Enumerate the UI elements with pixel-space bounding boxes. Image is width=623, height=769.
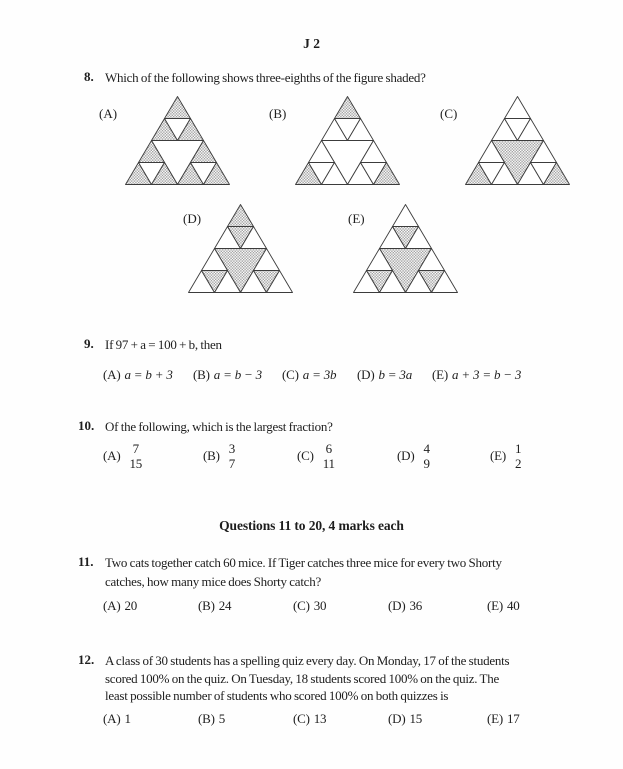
option-label: (D) <box>397 448 415 463</box>
stem-line: catches, how many mice does Shorty catch? <box>105 573 321 589</box>
fraction-numerator: 7 <box>132 441 139 456</box>
option-label: (E) <box>487 598 503 613</box>
option-label: (D) <box>357 367 375 382</box>
option-value: 30 <box>313 598 327 613</box>
option <box>357 367 412 383</box>
fraction <box>129 441 142 471</box>
question-11-number: 11. <box>78 554 94 569</box>
option-value: 24 <box>218 598 232 613</box>
fraction-denominator: 11 <box>322 456 335 471</box>
fraction-numerator: 1 <box>515 441 522 456</box>
option <box>293 598 326 614</box>
option <box>490 441 521 471</box>
option-value: 36 <box>409 598 423 613</box>
fraction-denominator: 9 <box>423 456 430 471</box>
option-label: (C) <box>297 448 314 463</box>
fraction <box>515 441 521 471</box>
option-label: (A) <box>103 367 121 382</box>
option-label: (E) <box>490 448 506 463</box>
option-value: 5 <box>218 711 226 726</box>
option <box>487 598 520 614</box>
figure-label-d: (D) <box>183 211 202 226</box>
option <box>198 711 225 727</box>
stem-line: scored 100% on the quiz. On Tuesday, 18 students scored 100% on the quiz. The <box>105 670 500 686</box>
option-label: (A) <box>103 598 121 613</box>
option-value: a = 3b <box>302 367 337 382</box>
option <box>103 441 142 471</box>
option <box>198 598 231 614</box>
question-10-number: 10. <box>78 418 95 433</box>
option-label: (B) <box>198 711 215 726</box>
option <box>103 367 173 383</box>
question-11-stem <box>105 554 502 591</box>
option-label: (C) <box>293 598 310 613</box>
triangle-region-u00 <box>228 205 254 227</box>
page-number-label: J 2 <box>303 36 320 51</box>
option-value: 15 <box>409 711 423 726</box>
stem-line: Two cats together catch 60 mice. If Tiger catches three mice for every two Shorty <box>105 555 502 570</box>
option <box>103 598 137 614</box>
fraction <box>229 441 235 471</box>
triangle-region-u00 <box>393 205 419 227</box>
option <box>282 367 336 383</box>
fraction-numerator: 3 <box>228 441 236 456</box>
triangle-region-u00 <box>335 97 361 119</box>
triangle-region-u00 <box>165 97 191 119</box>
option <box>103 711 131 727</box>
option <box>388 711 422 727</box>
triangle-region-u00 <box>505 97 531 119</box>
option <box>388 598 422 614</box>
fraction <box>423 441 429 471</box>
option-value: 1 <box>124 711 131 726</box>
figure-label-a: (A) <box>99 106 118 121</box>
option-value: a = b − 3 <box>213 367 262 382</box>
figure-label-b: (B) <box>269 106 287 121</box>
option-label: (D) <box>388 598 406 613</box>
option <box>397 441 430 471</box>
option-label: (C) <box>282 367 299 382</box>
question-9-stem: If 97 + a = 100 + b, then <box>105 337 222 352</box>
option-value: 17 <box>507 711 520 726</box>
option <box>203 441 235 471</box>
option-label: (E) <box>487 711 503 726</box>
option-label: (D) <box>388 711 406 726</box>
option-label: (B) <box>203 448 220 463</box>
stem-line: least possible number of students who scored 100% on both quizzes is <box>105 688 449 703</box>
option-label: (A) <box>103 448 121 463</box>
triangle-figure-b <box>294 95 401 187</box>
option-label: (B) <box>198 598 215 613</box>
option <box>432 367 521 383</box>
question-10-stem: Of the following, which is the largest fraction? <box>105 419 333 434</box>
triangle-figure-a <box>124 95 231 187</box>
fraction <box>323 441 335 471</box>
option-value: 20 <box>124 598 138 613</box>
question-8-stem: Which of the following shows three-eighths of the figure shaded? <box>105 70 426 85</box>
fraction-denominator: 15 <box>129 456 143 471</box>
question-12-number: 12. <box>78 652 95 667</box>
section-heading: Questions 11 to 20, 4 marks each <box>219 518 404 533</box>
option <box>193 367 262 383</box>
option-value: 13 <box>313 711 327 726</box>
question-9-number: 9. <box>84 336 94 351</box>
triangle-figure-e <box>352 203 459 295</box>
fraction-numerator: 4 <box>423 441 430 456</box>
option <box>487 711 520 727</box>
figure-label-e: (E) <box>348 211 365 226</box>
option <box>293 711 326 727</box>
question-12-stem <box>105 652 509 705</box>
triangle-figure-d <box>187 203 294 295</box>
option-label: (C) <box>293 711 310 726</box>
question-8-number: 8. <box>84 69 94 84</box>
option-value: a + 3 = b − 3 <box>452 367 522 382</box>
option-value: a = b + 3 <box>124 367 173 382</box>
option-value: 40 <box>507 598 520 613</box>
fraction-denominator: 2 <box>515 456 522 471</box>
option <box>297 441 335 471</box>
option-label: (E) <box>432 367 448 382</box>
option-value: b = 3a <box>378 367 413 382</box>
option-label: (B) <box>193 367 210 382</box>
triangle-figure-c <box>464 95 571 187</box>
figure-label-c: (C) <box>440 106 458 121</box>
option-label: (A) <box>103 711 121 726</box>
fraction-denominator: 7 <box>228 456 236 471</box>
fraction-numerator: 6 <box>325 441 332 456</box>
stem-line: A class of 30 students has a spelling quiz every day. On Monday, 17 of the students <box>105 653 510 668</box>
